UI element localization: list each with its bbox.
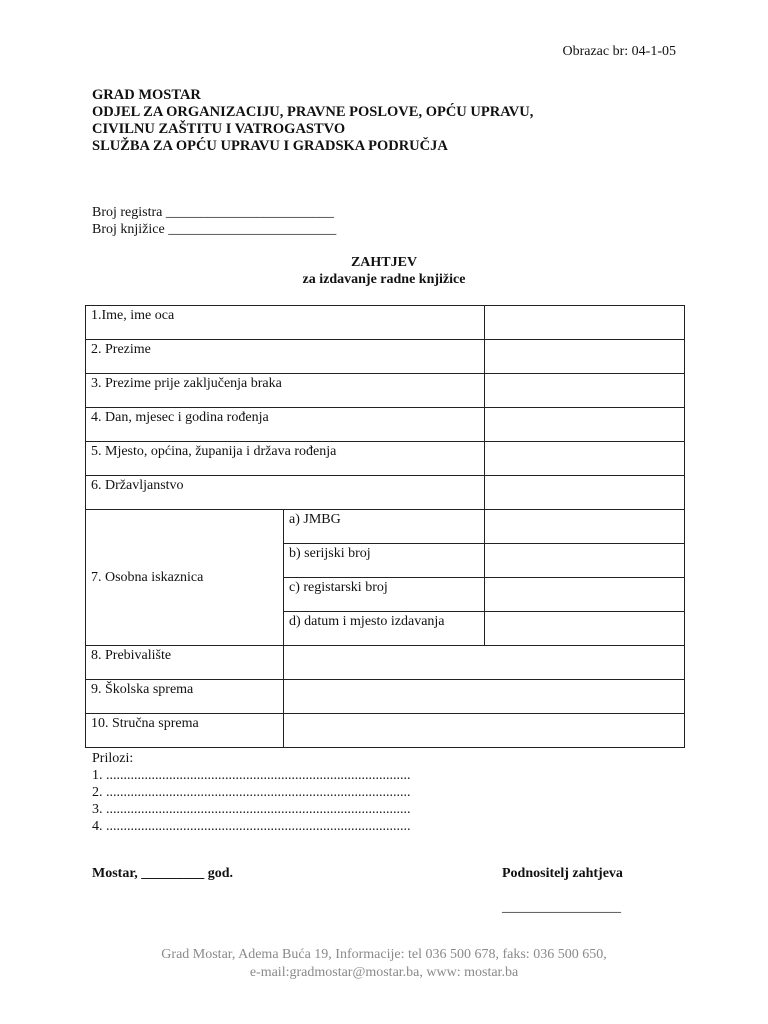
label-professional-qualification: 10. Stručna sprema: [86, 714, 284, 748]
title-subtitle: za izdavanje radne knjižice: [302, 272, 466, 287]
input-residence[interactable]: [284, 646, 685, 680]
input-citizenship[interactable]: [485, 476, 685, 510]
label-surname: 2. Prezime: [86, 340, 485, 374]
label-id-serial: b) serijski broj: [284, 544, 485, 578]
label-id-card: 7. Osobna iskaznica: [86, 510, 284, 646]
document-header: [92, 87, 533, 155]
input-school-education[interactable]: [284, 680, 685, 714]
header-department: ODJEL ZA ORGANIZACIJU, PRAVNE POSLOVE, OPĆU UPRAVU,: [92, 104, 534, 120]
table-row: [86, 476, 685, 510]
input-id-serial[interactable]: [485, 544, 685, 578]
table-row: [86, 442, 685, 476]
attachments-label: Prilozi:: [92, 751, 134, 766]
label-citizenship: 6. Državljanstvo: [86, 476, 485, 510]
place-date-field[interactable]: Mostar, _________ god.: [92, 866, 234, 881]
footer-address: Grad Mostar, Adema Buća 19, Informacije: tel 036 500 678, faks: 036 500 650,: [161, 947, 607, 962]
footer-contact: e-mail:gradmostar@mostar.ba, www: mostar.ba: [249, 965, 519, 980]
input-maiden-name[interactable]: [485, 374, 685, 408]
input-id-jmbg[interactable]: [485, 510, 685, 544]
table-row: [86, 408, 685, 442]
table-row: [86, 340, 685, 374]
registry-fields: [92, 204, 336, 238]
label-school-education: 9. Školska sprema: [86, 680, 284, 714]
input-birth-date[interactable]: [485, 408, 685, 442]
attachments: [92, 750, 411, 835]
attachment-line-4[interactable]: 4. .......................................................................................: [92, 819, 411, 834]
signature-line[interactable]: _________________: [502, 900, 621, 915]
input-name-father[interactable]: [485, 306, 685, 340]
input-professional-qualification[interactable]: [284, 714, 685, 748]
document-footer: [0, 946, 768, 982]
header-city: GRAD MOSTAR: [92, 87, 201, 103]
attachment-line-3[interactable]: 3. .......................................................................................: [92, 802, 411, 817]
table-row: [86, 510, 685, 544]
attachment-line-2[interactable]: 2. .......................................................................................: [92, 785, 411, 800]
label-name-father: 1.Ime, ime oca: [86, 306, 485, 340]
register-number-field[interactable]: Broj registra ________________________: [92, 205, 334, 220]
attachment-line-1[interactable]: 1. .......................................................................................: [92, 768, 411, 783]
input-surname[interactable]: [485, 340, 685, 374]
label-birth-place: 5. Mjesto, općina, županija i država rođenja: [86, 442, 485, 476]
table-row: [86, 374, 685, 408]
label-birth-date: 4. Dan, mjesec i godina rođenja: [86, 408, 485, 442]
booklet-number-field[interactable]: Broj knjižice ________________________: [92, 222, 337, 237]
label-id-register: c) registarski broj: [284, 578, 485, 612]
label-id-jmbg: a) JMBG: [284, 510, 485, 544]
request-form-table: [85, 305, 685, 748]
label-residence: 8. Prebivalište: [86, 646, 284, 680]
title-main: ZAHTJEV: [350, 255, 418, 270]
label-maiden-name: 3. Prezime prije zaključenja braka: [86, 374, 485, 408]
input-birth-place[interactable]: [485, 442, 685, 476]
label-id-issue: d) datum i mjesto izdavanja: [284, 612, 485, 646]
table-row: [86, 646, 685, 680]
header-service: SLUŽBA ZA OPĆU UPRAVU I GRADSKA PODRUČJA: [92, 138, 448, 154]
form-number: Obrazac br: 04-1-05: [562, 44, 676, 59]
input-id-issue[interactable]: [485, 612, 685, 646]
table-row: [86, 680, 685, 714]
header-department-cont: CIVILNU ZAŠTITU I VATROGASTVO: [92, 121, 346, 137]
table-row: [86, 306, 685, 340]
input-id-register[interactable]: [485, 578, 685, 612]
table-row: [86, 714, 685, 748]
applicant-label: Podnositelj zahtjeva: [502, 866, 623, 881]
form-title: [0, 254, 768, 288]
